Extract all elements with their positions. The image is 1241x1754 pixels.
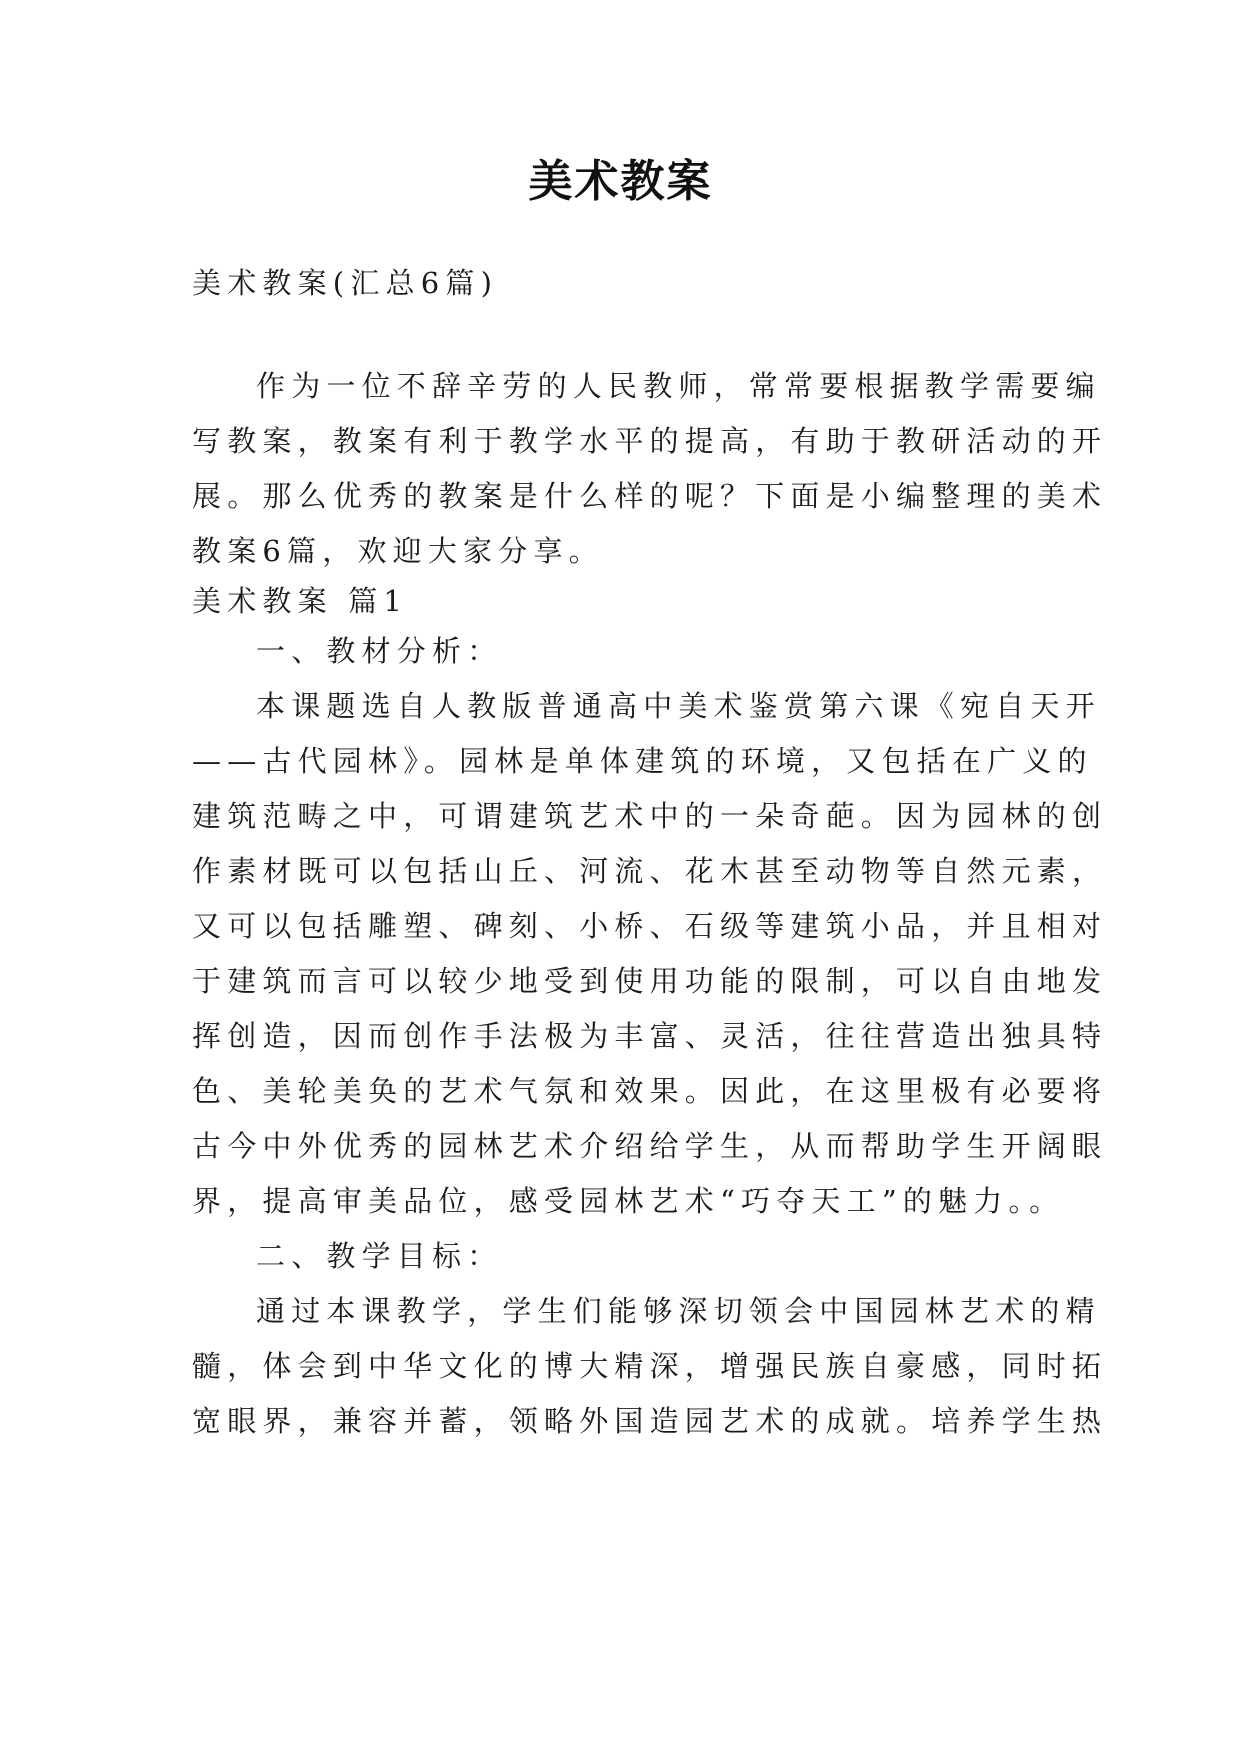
analysis-line: 本课题选自人教版普通高中美术鉴赏第六课《宛自天开 xyxy=(256,689,1101,723)
document-subtitle: 美术教案(汇总6篇) xyxy=(192,266,499,300)
intro-line: 写教案，教案有利于教学水平的提高，有助于教研活动的开 xyxy=(192,424,1108,458)
document-title: 美术教案 xyxy=(528,156,713,207)
analysis-line: 界，提高审美品位，感受园林艺术“巧夺天工”的魅力。。 xyxy=(192,1184,1065,1218)
section-heading: 美术教案 篇1 xyxy=(192,584,409,618)
heading-teaching-goals: 二、教学目标： xyxy=(256,1239,503,1273)
analysis-line: 色、美轮美奂的艺术气氛和效果。因此，在这里极有必要将 xyxy=(192,1074,1108,1108)
goal-line: 髓，体会到中华文化的博大精深，增强民族自豪感，同时拓 xyxy=(192,1349,1108,1383)
goal-line: 宽眼界，兼容并蓄，领略外国造园艺术的成就。培养学生热 xyxy=(192,1404,1108,1438)
analysis-line: 又可以包括雕塑、碑刻、小桥、石级等建筑小品，并且相对 xyxy=(192,909,1108,943)
analysis-line: 古今中外优秀的园林艺术介绍给学生，从而帮助学生开阔眼 xyxy=(192,1129,1108,1163)
heading-materials-analysis: 一、教材分析： xyxy=(256,634,503,668)
analysis-line: 于建筑而言可以较少地受到使用功能的限制，可以自由地发 xyxy=(192,964,1108,998)
analysis-line: 建筑范畴之中，可谓建筑艺术中的一朵奇葩。因为园林的创 xyxy=(192,799,1108,833)
analysis-line: ——古代园林》。园林是单体建筑的环境，又包括在广义的 xyxy=(192,744,1093,778)
intro-line: 作为一位不辞辛劳的人民教师，常常要根据教学需要编 xyxy=(256,369,1101,403)
intro-line: 教案6篇，欢迎大家分享。 xyxy=(192,534,604,568)
goal-line: 通过本课教学，学生们能够深切领会中国园林艺术的精 xyxy=(256,1294,1101,1328)
analysis-line: 作素材既可以包括山丘、河流、花木甚至动物等自然元素， xyxy=(192,854,1108,888)
analysis-line: 挥创造，因而创作手法极为丰富、灵活，往往营造出独具特 xyxy=(192,1019,1108,1053)
intro-line: 展。那么优秀的教案是什么样的呢？下面是小编整理的美术 xyxy=(192,479,1108,513)
